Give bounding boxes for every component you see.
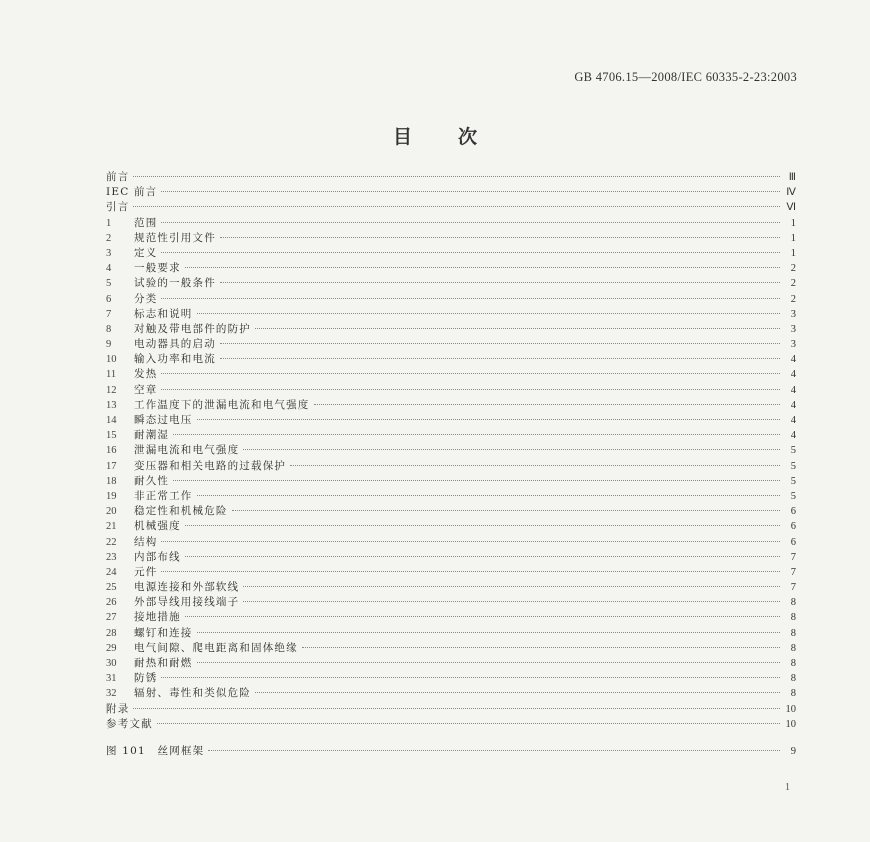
toc-entry-page: 7	[790, 566, 796, 578]
toc-entry[interactable]	[106, 626, 796, 641]
toc-entry-page: 1	[790, 217, 796, 229]
toc-entry-page: 4	[790, 354, 796, 366]
toc-entry-label: IEC 前言	[106, 186, 158, 199]
dot-leader	[161, 571, 780, 572]
dot-leader	[157, 723, 780, 724]
toc-entry-label: 标志和说明	[134, 307, 193, 320]
dot-leader	[161, 298, 780, 299]
toc-entry[interactable]	[106, 322, 796, 337]
toc-entry-label: 定义	[134, 246, 158, 259]
dot-leader	[161, 252, 780, 253]
toc-entry-label: 防锈	[134, 672, 158, 685]
dot-leader	[173, 480, 780, 481]
toc-entry-page: 4	[790, 430, 796, 442]
toc-entry[interactable]	[106, 367, 796, 382]
toc-entry[interactable]	[106, 292, 796, 307]
toc-entry-page: 8	[790, 612, 796, 624]
toc-entry-number: 24	[106, 566, 117, 578]
toc-entry-label: 非正常工作	[134, 489, 193, 502]
toc-entry-page: 5	[790, 445, 796, 457]
dot-leader	[220, 237, 780, 238]
dot-leader	[173, 434, 780, 435]
toc-entry-label: 对触及带电部件的防护	[134, 322, 251, 335]
toc-entry-page: 5	[790, 460, 796, 472]
toc-entry-label: 结构	[134, 535, 158, 548]
toc-entry-label: 引言	[106, 201, 130, 214]
toc-entry-number: 30	[106, 658, 117, 669]
dot-leader	[197, 313, 781, 314]
toc-entry[interactable]	[106, 504, 796, 519]
toc-entry-label: 图 101 丝网框架	[106, 744, 205, 757]
toc-entry-number: 28	[106, 627, 117, 639]
toc-entry-label: 外部导线用接线端子	[134, 596, 240, 609]
toc-title-part1: 目	[392, 126, 412, 148]
toc-entry-number: 9	[106, 339, 112, 351]
toc-entry[interactable]	[106, 231, 796, 246]
toc-entry-page: 1	[790, 232, 796, 244]
dot-leader	[185, 525, 780, 526]
toc-entry-label: 瞬态过电压	[134, 414, 193, 426]
dot-leader	[243, 449, 780, 450]
toc-entry[interactable]	[106, 519, 796, 534]
toc-title	[0, 122, 870, 149]
toc-entry-page: 10	[785, 718, 796, 730]
dot-leader	[290, 465, 780, 466]
toc-entry-page: 3	[790, 339, 796, 351]
toc-entry-label: 分类	[134, 292, 158, 305]
toc-entry-page: 5	[790, 490, 796, 502]
toc-entry-label: 输入功率和电流	[134, 353, 216, 366]
toc-entry-page: 2	[790, 293, 796, 305]
toc-entry-number: 22	[106, 536, 117, 548]
dot-leader	[197, 662, 781, 663]
toc-entry[interactable]	[106, 550, 796, 565]
dot-leader	[243, 586, 780, 587]
toc-entry-page: Ⅵ	[786, 202, 796, 214]
dot-leader	[208, 750, 780, 751]
toc-entry-number: 20	[106, 506, 117, 518]
toc-entry-page: 8	[790, 642, 796, 654]
toc-entry-number: 25	[106, 582, 117, 594]
toc-entry-page: 4	[790, 369, 796, 381]
toc-entry[interactable]	[106, 744, 796, 759]
toc-entry[interactable]	[106, 200, 796, 215]
dot-leader	[161, 222, 780, 223]
toc-entry-label: 螺钉和连接	[134, 626, 193, 639]
toc-entry-number: 23	[106, 551, 117, 563]
dot-leader	[185, 556, 780, 557]
dot-leader	[197, 419, 781, 420]
dot-leader	[197, 632, 781, 633]
toc-entry[interactable]	[106, 216, 796, 231]
toc-entry-page: 2	[790, 263, 796, 275]
dot-leader	[302, 647, 780, 648]
toc-entry-page: 1	[790, 247, 796, 259]
dot-leader	[220, 358, 780, 359]
toc-entry-page: 7	[790, 551, 796, 563]
toc-entry[interactable]	[106, 276, 796, 291]
dot-leader	[220, 343, 780, 344]
toc-entry[interactable]	[106, 398, 796, 413]
dot-leader	[185, 616, 780, 617]
toc-entry-number: 29	[106, 642, 117, 654]
toc-entry-label: 电源连接和外部软线	[134, 581, 240, 594]
dot-leader	[161, 191, 780, 192]
toc-entry-label: 耐潮湿	[134, 429, 170, 442]
toc-entry-page: Ⅲ	[788, 172, 796, 183]
toc-spacer	[106, 732, 796, 744]
dot-leader	[161, 677, 780, 678]
toc-entry[interactable]	[106, 535, 796, 550]
toc-entry-number: 4	[106, 263, 112, 275]
dot-leader	[232, 510, 780, 511]
toc-entry-number: 27	[106, 612, 117, 624]
toc-entry[interactable]	[106, 352, 796, 367]
dot-leader	[133, 176, 780, 177]
toc-entry[interactable]	[106, 489, 796, 504]
toc-entry-page: 8	[790, 627, 796, 639]
toc-entry-label: 前言	[106, 171, 130, 183]
toc-entry-page: 6	[790, 506, 796, 518]
toc-entry-page: 2	[790, 278, 796, 290]
toc-entry[interactable]	[106, 671, 796, 686]
toc-entry-label: 范围	[134, 216, 158, 229]
toc-entry-page: 3	[790, 308, 796, 320]
toc-entry[interactable]	[106, 307, 796, 322]
toc-entry[interactable]	[106, 717, 796, 732]
toc-entry[interactable]	[106, 474, 796, 489]
toc-entry-number: 12	[106, 384, 117, 396]
toc-entry-page: 4	[790, 415, 796, 426]
toc-entry-label: 附录	[106, 702, 130, 715]
dot-leader	[243, 601, 780, 602]
toc-entry[interactable]	[106, 610, 796, 625]
toc-entry-number: 7	[106, 308, 112, 320]
toc-entry-number: 26	[106, 597, 117, 609]
dot-leader	[220, 282, 780, 283]
toc-entry-label: 电气间隙、爬电距离和固体绝缘	[134, 641, 298, 654]
dot-leader	[255, 328, 780, 329]
toc-entry-page: 8	[790, 658, 796, 669]
toc-entry[interactable]	[106, 413, 796, 428]
toc-entry-number: 32	[106, 688, 117, 700]
toc-entry[interactable]	[106, 337, 796, 352]
toc-entry[interactable]	[106, 261, 796, 276]
dot-leader	[133, 206, 780, 207]
toc-entry-label: 空章	[134, 383, 158, 396]
standard-number: GB 4706.15—2008/IEC 60335-2-23:2003	[574, 70, 797, 84]
toc-entry-label: 元件	[134, 565, 158, 578]
toc-entry-page: 6	[790, 521, 796, 533]
toc-entry-label: 泄漏电流和电气强度	[134, 444, 240, 457]
toc-entry-number: 5	[106, 278, 112, 290]
toc-entry-page: 8	[790, 597, 796, 609]
toc-entry-number: 14	[106, 415, 117, 426]
toc-title-part2: 次	[458, 126, 478, 148]
toc-entry-number: 21	[106, 521, 117, 533]
toc-entry-page: Ⅳ	[786, 187, 796, 199]
toc-entry-number: 1	[106, 217, 112, 229]
toc-entry-label: 参考文献	[106, 717, 153, 730]
toc-entry-label: 规范性引用文件	[134, 231, 216, 244]
toc-entry[interactable]	[106, 580, 796, 595]
toc-entry[interactable]	[106, 459, 796, 474]
toc-entry-number: 19	[106, 490, 117, 502]
dot-leader	[161, 541, 780, 542]
toc-entry-page: 4	[790, 399, 796, 411]
toc-entry-label: 电动器具的启动	[134, 338, 216, 351]
table-of-contents	[106, 170, 796, 759]
toc-entry-number: 8	[106, 323, 112, 335]
toc-entry-page: 7	[790, 582, 796, 594]
toc-entry-number: 2	[106, 232, 112, 244]
page-number: 1	[785, 782, 790, 793]
toc-entry[interactable]	[106, 185, 796, 200]
toc-entry-label: 工作温度下的泄漏电流和电气强度	[134, 398, 310, 411]
toc-entry-number: 17	[106, 460, 117, 472]
dot-leader	[161, 389, 780, 390]
toc-entry-label: 耐热和耐燃	[134, 657, 193, 669]
dot-leader	[161, 373, 780, 374]
toc-entry[interactable]	[106, 565, 796, 580]
toc-entry-label: 接地措施	[134, 611, 181, 624]
toc-entry[interactable]	[106, 686, 796, 701]
toc-entry-page: 4	[790, 384, 796, 396]
toc-entry-number: 31	[106, 673, 117, 685]
toc-entry[interactable]	[106, 383, 796, 398]
toc-entry-number: 6	[106, 293, 112, 305]
toc-entry-number: 18	[106, 475, 117, 487]
toc-entry-page: 3	[790, 323, 796, 335]
toc-entry-page: 8	[790, 673, 796, 685]
toc-entry-label: 发热	[134, 368, 158, 381]
dot-leader	[185, 267, 780, 268]
toc-entry-number: 13	[106, 399, 117, 411]
toc-entry[interactable]	[106, 595, 796, 610]
toc-entry[interactable]	[106, 702, 796, 717]
dot-leader	[197, 495, 781, 496]
toc-entry-label: 耐久性	[134, 474, 170, 487]
toc-entry-label: 稳定性和机械危险	[134, 505, 228, 518]
toc-entry[interactable]	[106, 656, 796, 671]
dot-leader	[314, 404, 781, 405]
toc-entry-page: 6	[790, 536, 796, 548]
toc-entry-number: 11	[106, 369, 117, 381]
toc-entry[interactable]	[106, 170, 796, 185]
dot-leader	[255, 692, 780, 693]
toc-entry-number: 15	[106, 430, 117, 442]
toc-entry-label: 内部布线	[134, 550, 181, 563]
toc-entry-page: 9	[790, 745, 796, 757]
toc-entry[interactable]	[106, 246, 796, 261]
toc-entry-page: 5	[790, 475, 796, 487]
toc-entry[interactable]	[106, 641, 796, 656]
toc-entry-label: 试验的一般条件	[134, 277, 216, 290]
toc-entry-page: 8	[790, 688, 796, 700]
toc-entry-number: 3	[106, 247, 112, 259]
toc-entry[interactable]	[106, 428, 796, 443]
toc-entry-number: 10	[106, 354, 117, 366]
dot-leader	[133, 708, 780, 709]
toc-entry-number: 16	[106, 445, 117, 457]
toc-entry-label: 变压器和相关电路的过载保护	[134, 459, 287, 472]
toc-entry-page: 10	[785, 703, 796, 715]
toc-entry[interactable]	[106, 443, 796, 458]
toc-entry-label: 一般要求	[134, 262, 181, 275]
toc-entry-label: 辐射、毒性和类似危险	[134, 687, 251, 700]
toc-entry-label: 机械强度	[134, 520, 181, 533]
